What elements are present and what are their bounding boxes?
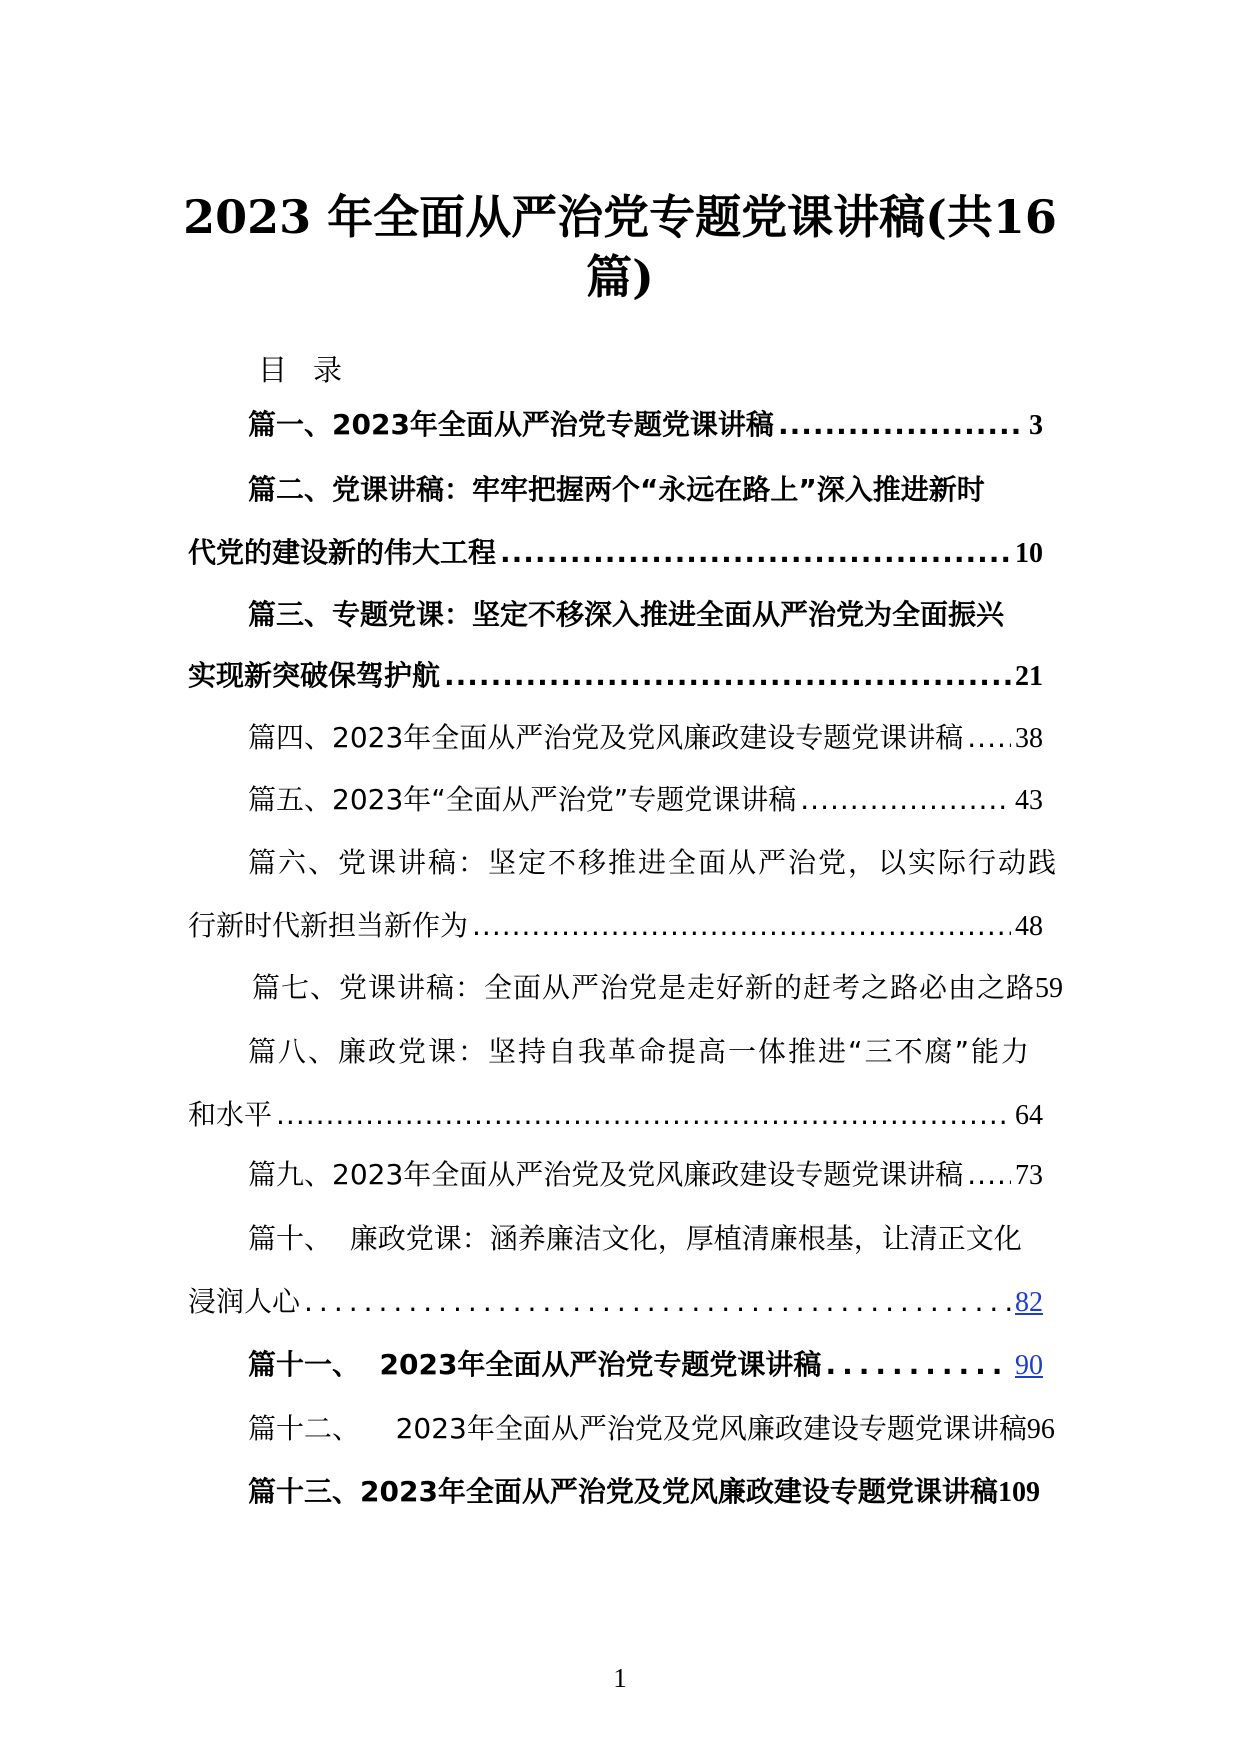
toc-entry-text: 代党的建设新的伟大工程 bbox=[188, 536, 497, 569]
toc-entry-5[interactable] bbox=[248, 778, 1043, 823]
toc-entry-text: 和水平 bbox=[188, 1098, 273, 1131]
toc-entry-text: 篇十一、 2023年全面从严治党专题党课讲稿 bbox=[248, 1348, 822, 1381]
toc-page-number: 59 bbox=[1035, 973, 1064, 1004]
toc-entry-8-line-2[interactable] bbox=[188, 1093, 1043, 1138]
toc-entry-6-line-2[interactable] bbox=[188, 904, 1043, 949]
toc-entry-2-line-2[interactable] bbox=[188, 531, 1043, 576]
toc-page-number: 10 bbox=[1015, 538, 1043, 569]
toc-entry-3-line-2[interactable] bbox=[188, 654, 1043, 699]
toc-entry-13[interactable] bbox=[248, 1470, 1068, 1515]
toc-page-number: 21 bbox=[1015, 661, 1043, 692]
toc-page-number: 73 bbox=[1015, 1160, 1043, 1191]
page-number: 1 bbox=[613, 1663, 627, 1693]
toc-leader-dots bbox=[800, 778, 1011, 822]
toc-entry-text: 篇十二、 2023年全面从严治党及党风廉政建设专题党课讲稿 bbox=[248, 1412, 1027, 1445]
toc-leader-dots bbox=[304, 1280, 1011, 1324]
toc-entry-text: 篇九、2023年全面从严治党及党风廉政建设专题党课讲稿 bbox=[248, 1158, 964, 1191]
toc-entry-2-line-1[interactable]: 篇二、党课讲稿：牢牢把握两个“永远在路上”深入推进新时 bbox=[248, 473, 985, 506]
toc-leader-dots bbox=[472, 904, 1011, 948]
toc-page-number: 3 bbox=[1029, 410, 1043, 441]
toc-entry-text: 篇四、2023年全面从严治党及党风廉政建设专题党课讲稿 bbox=[248, 721, 964, 754]
toc-entry-9[interactable] bbox=[248, 1153, 1043, 1198]
toc-leader-dots bbox=[778, 403, 1025, 447]
toc-entry-6-line-1[interactable]: 篇六、党课讲稿：坚定不移推进全面从严治党，以实际行动践 bbox=[248, 846, 1059, 879]
toc-entry-text: 篇一、2023年全面从严治党专题党课讲稿 bbox=[248, 408, 774, 441]
toc-entry-10-line-1[interactable]: 篇十、 廉政党课：涵养廉洁文化，厚植清廉根基，让清正文化 bbox=[248, 1222, 1022, 1255]
toc-leader-dots bbox=[967, 716, 1011, 760]
toc-leader-dots bbox=[967, 1153, 1011, 1197]
toc-entry-12[interactable] bbox=[248, 1407, 1068, 1452]
toc-entry-8-line-1[interactable]: 篇八、廉政党课：坚持自我革命提高一体推进“三不腐”能力 bbox=[248, 1035, 1032, 1068]
toc-page-link[interactable]: 82 bbox=[1015, 1287, 1043, 1318]
toc-entry-10-line-2[interactable] bbox=[188, 1280, 1043, 1325]
toc-page-number: 38 bbox=[1015, 723, 1043, 754]
toc-heading: 目录 bbox=[258, 353, 369, 387]
toc-leader-dots bbox=[276, 1093, 1011, 1137]
toc-page-number: 64 bbox=[1015, 1100, 1043, 1131]
toc-page-number: 43 bbox=[1015, 785, 1043, 816]
toc-entry-text: 实现新突破保驾护航 bbox=[188, 659, 441, 692]
toc-entry-11[interactable] bbox=[248, 1343, 1043, 1388]
toc-page-number: 48 bbox=[1015, 911, 1043, 942]
toc-page-link[interactable]: 90 bbox=[1015, 1350, 1043, 1381]
toc-entry-text: 篇十三、2023年全面从严治党及党风廉政建设专题党课讲稿 bbox=[248, 1475, 998, 1508]
toc-entry-3-line-1[interactable]: 篇三、专题党课：坚定不移深入推进全面从严治党为全面振兴 bbox=[248, 598, 1005, 631]
document-title-line-1: 2023 年全面从严治党专题党课讲稿(共16 bbox=[183, 190, 1057, 244]
toc-leader-dots bbox=[825, 1343, 1011, 1387]
toc-entry-text: 行新时代新担当新作为 bbox=[188, 909, 469, 942]
document-title-line-2: 篇) bbox=[586, 250, 654, 304]
toc-entry-4[interactable] bbox=[248, 716, 1043, 761]
toc-leader-dots bbox=[444, 654, 1011, 698]
toc-entry-text: 浸润人心 bbox=[188, 1285, 301, 1318]
toc-page-number: 109 bbox=[997, 1477, 1040, 1508]
toc-entry-text: 篇五、2023年“全面从严治党”专题党课讲稿 bbox=[248, 783, 797, 816]
toc-entry-1[interactable] bbox=[248, 403, 1043, 448]
toc-entry-7[interactable] bbox=[252, 966, 1072, 1011]
toc-leader-dots bbox=[500, 531, 1011, 575]
toc-entry-text: 篇七、党课讲稿：全面从严治党是走好新的赶考之路必由之路 bbox=[252, 971, 1036, 1004]
toc-page-number: 96 bbox=[1026, 1414, 1055, 1445]
